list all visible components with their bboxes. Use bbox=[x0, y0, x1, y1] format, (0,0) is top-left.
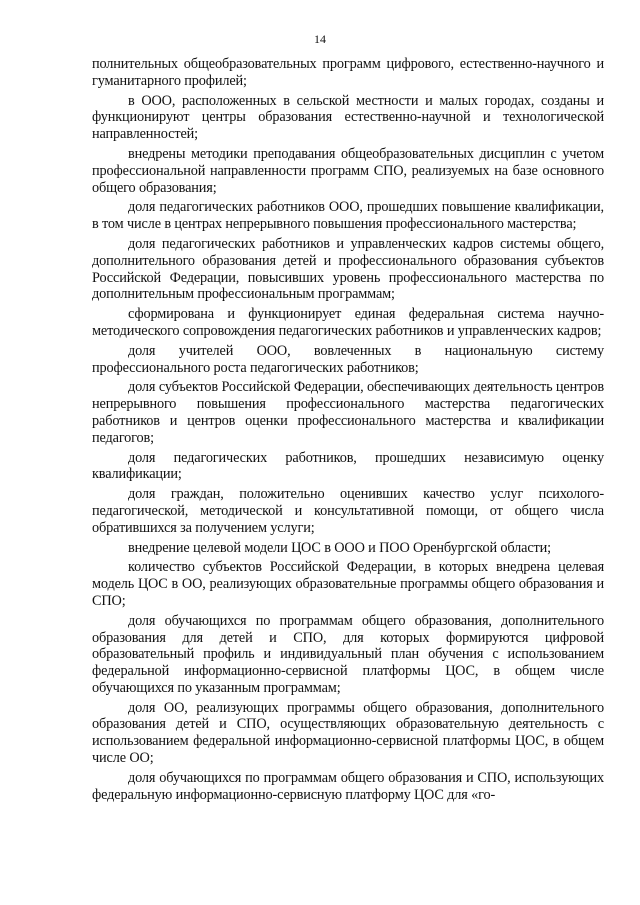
paragraph: внедрение целевой модели ЦОС в ООО и ПОО Оренбургской области; bbox=[128, 539, 551, 556]
paragraph: в ООО, расположенных в сельской местности и малых городах, созданы и функционируют центры образования естественно-научной и технологической направленностей; bbox=[92, 92, 604, 143]
paragraph: доля обучающихся по программам общего образования, дополнительного образования для детей и СПО, для которых формируются цифровой образовательный профиль и индивидуальный план обучения с использованием федеральной информационно-сервисной платформы ЦОС, в общем числе обучающихся по указанным программам; bbox=[92, 612, 604, 696]
page-number: 14 bbox=[314, 32, 326, 46]
paragraph: доля граждан, положительно оценивших качество услуг психолого-педагогической, методической и консультативной помощи, от общего числа обратившихся за получением услуги; bbox=[92, 486, 604, 536]
paragraph: доля педагогических работников и управленческих кадров системы общего, дополнительного образования детей и профессионального образования субъектов Российской Федерации, повысивших уровень профессионального мастерства по дополнительным профессиональным программам; bbox=[92, 235, 604, 303]
paragraph: внедрены методики преподавания общеобразовательных дисциплин с учетом профессиональной направленности программ СПО, реализуемых на базе основного общего образования; bbox=[92, 145, 604, 196]
paragraph: количество субъектов Российской Федерации, в которых внедрена целевая модель ЦОС в ОО, реализующих образовательные программы общего образования и СПО; bbox=[92, 559, 604, 609]
paragraph: доля педагогических работников ООО, прошедших повышение квалификации, в том числе в центрах непрерывного повышения профессионального мастерства; bbox=[92, 199, 604, 233]
paragraph: доля педагогических работников, прошедших независимую оценку квалификации; bbox=[92, 449, 604, 483]
paragraph: доля субъектов Российской Федерации, обеспечивающих деятельность центров непрерывного повышения профессионального мастерства педагогических работников и центров оценки профессионального мастерства и квалификации педагогов; bbox=[92, 379, 604, 446]
paragraph: доля ОО, реализующих программы общего образования, дополнительного образования детей и СПО, осуществляющих образовательную деятельность с использованием федеральной информационно-сервисной платформы ЦОС, в общем числе ОО; bbox=[92, 699, 604, 767]
paragraph: доля обучающихся по программам общего образования и СПО, использующих федеральную информационно-сервисную платформу ЦОС для «го- bbox=[92, 769, 604, 803]
paragraph: доля учителей ООО, вовлеченных в национальную систему профессионального роста педагогических работников; bbox=[92, 342, 604, 376]
document-body bbox=[92, 56, 604, 806]
paragraph: полнительных общеобразовательных программ цифрового, естественно-научного и гуманитарного профилей; bbox=[92, 56, 604, 89]
paragraph: сформирована и функционирует единая федеральная система научно-методического сопровождения педагогических работников и управленческих кадров; bbox=[92, 306, 604, 339]
